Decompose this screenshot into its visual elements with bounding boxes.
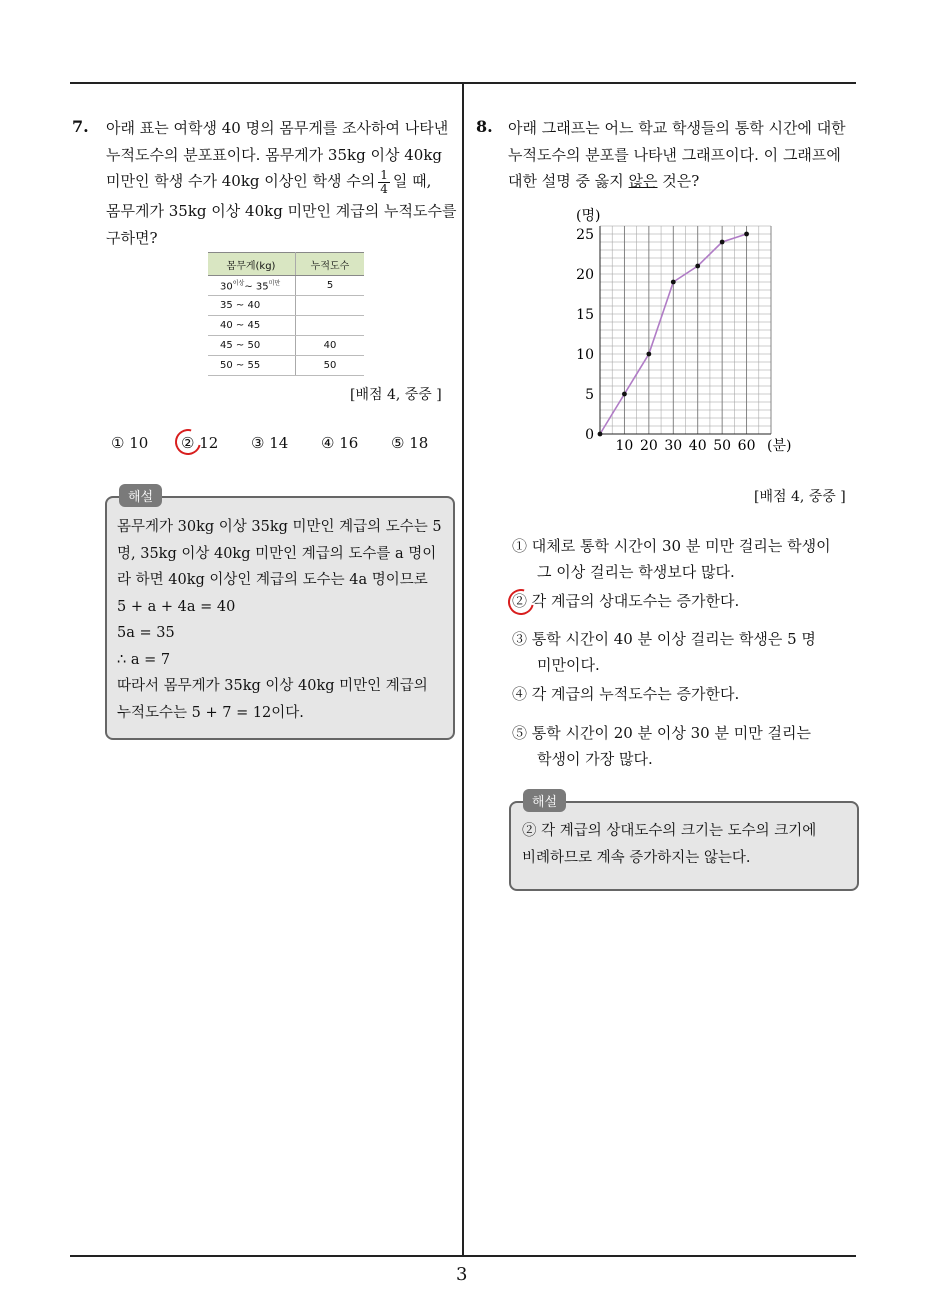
data-point <box>671 280 676 285</box>
solution-line: 따라서 몸무게가 35kg 이상 40kg 미만인 계급의 <box>117 678 428 694</box>
choice-5[interactable]: ⑤ 18 <box>391 434 429 452</box>
solution-line: ② 각 계급의 상대도수의 크기는 도수의 크기에 <box>522 823 817 839</box>
x-tick-label: 40 <box>688 438 707 454</box>
data-point <box>598 432 603 437</box>
choice-4[interactable]: ④ 16 <box>321 434 359 452</box>
q7-line: 구하면? <box>106 228 158 247</box>
x-tick-label: 50 <box>713 438 732 454</box>
q7-solution-tag: 해설 <box>119 484 162 507</box>
q7-line: 누적도수의 분포표이다. 몸무게가 35kg 이상 40kg <box>106 145 443 164</box>
q7-line: 아래 표는 여학생 40 명의 몸무게를 조사하여 나타낸 <box>106 119 449 137</box>
q8-option-1[interactable]: ① 대체로 통학 시간이 30 분 미만 걸리는 학생이 그 이상 걸리는 학생보다 많다. <box>512 537 831 581</box>
data-point <box>695 264 700 269</box>
x-tick-label: 60 <box>737 438 756 454</box>
q7-answer-mark <box>170 424 206 460</box>
choice-2[interactable]: ② 12 <box>181 434 219 452</box>
q8-option-5[interactable]: ⑤ 통학 시간이 20 분 이상 30 분 미만 걸리는 학생이 가장 많다. <box>512 724 811 768</box>
solution-line: 비례하므로 계속 증가하지는 않는다. <box>522 849 751 866</box>
y-tick-label: 25 <box>576 227 594 243</box>
q7-line: 미만인 학생 수가 40kg 이상인 학생 수의 $\frac{1}{4}$ 일 때, <box>106 167 432 196</box>
solution-line: 5 + a + 4a = 40 <box>117 598 236 615</box>
choice-1[interactable]: ① 10 <box>111 434 149 452</box>
x-tick-label: 20 <box>639 438 658 454</box>
q8-line: 대한 설명 중 옳지 않은 것은? <box>508 172 700 190</box>
x-tick-label: 10 <box>615 438 634 454</box>
q7-question-text <box>106 115 457 251</box>
data-point <box>720 240 725 245</box>
solution-line: 누적도수는 5 + 7 = 12이다. <box>117 704 304 721</box>
table-row: 35 ~ 40 <box>208 296 364 316</box>
q7-fraction: $\frac{1}{4}$ <box>380 167 388 196</box>
table-header-weight: 몸무게(kg) <box>208 253 296 276</box>
data-point <box>622 392 627 397</box>
q8-cumulative-graph <box>560 200 810 460</box>
q7-frequency-table <box>208 252 364 376</box>
q7-number: 7. <box>72 117 89 136</box>
table-header-cumulative: 누적도수 <box>296 253 365 276</box>
q7-line: 몸무게가 35kg 이상 40kg 미만인 계급의 누적도수를 <box>106 202 457 220</box>
solution-line: 명, 35kg 이상 40kg 미만인 계급의 도수를 a 명이 <box>117 545 437 562</box>
solution-line: ∴ a = 7 <box>117 651 171 668</box>
q7-choices <box>111 434 428 452</box>
q7-solution-text <box>117 514 442 726</box>
choice-3[interactable]: ③ 14 <box>251 434 289 452</box>
q8-solution-tag: 해설 <box>523 789 566 812</box>
table-row: $30^{이상}\sim$ $35^{미만}$ 5 <box>208 276 364 296</box>
q7-score: [배점 4, 중중 ] <box>350 387 442 403</box>
data-point <box>646 352 651 357</box>
q8-option-2[interactable]: ② 각 계급의 상대도수는 증가한다. <box>512 592 740 610</box>
table-row: 40 ~ 45 <box>208 316 364 336</box>
y-tick-label: 10 <box>576 347 594 363</box>
y-tick-label: 5 <box>585 387 594 403</box>
solution-line: 5a = 35 <box>117 625 175 641</box>
q8-line: 아래 그래프는 어느 학교 학생들의 통학 시간에 대한 <box>508 119 846 137</box>
solution-line: 몸무게가 30kg 이상 35kg 미만인 계급의 도수는 5 <box>117 519 442 535</box>
q8-solution-text <box>522 818 816 871</box>
y-tick-label: 20 <box>576 267 594 283</box>
q8-number: 8. <box>476 117 493 136</box>
q8-option-4[interactable]: ④ 각 계급의 누적도수는 증가한다. <box>512 685 740 703</box>
x-axis-label: (분) <box>767 438 792 454</box>
table-row: 45 ~ 50 40 <box>208 336 364 356</box>
underlined-word: 않은 <box>628 172 658 190</box>
page-number: 3 <box>456 1264 468 1285</box>
solution-line: 라 하면 40kg 이상인 계급의 도수는 4a 명이므로 <box>117 572 428 588</box>
table-row: 50 ~ 55 50 <box>208 356 364 376</box>
y-tick-label: 0 <box>585 427 594 443</box>
y-tick-label: 15 <box>576 307 594 323</box>
q8-line: 누적도수의 분포를 나타낸 그래프이다. 이 그래프에 <box>508 145 841 164</box>
column-divider <box>462 82 464 1256</box>
data-point <box>744 232 749 237</box>
q8-option-3[interactable]: ③ 통학 시간이 40 분 이상 걸리는 학생은 5 명 미만이다. <box>512 630 816 674</box>
y-axis-label: (명) <box>576 208 601 224</box>
x-tick-label: 30 <box>664 438 683 454</box>
q8-score: [배점 4, 중중 ] <box>754 489 846 505</box>
q8-question-text <box>508 115 846 195</box>
